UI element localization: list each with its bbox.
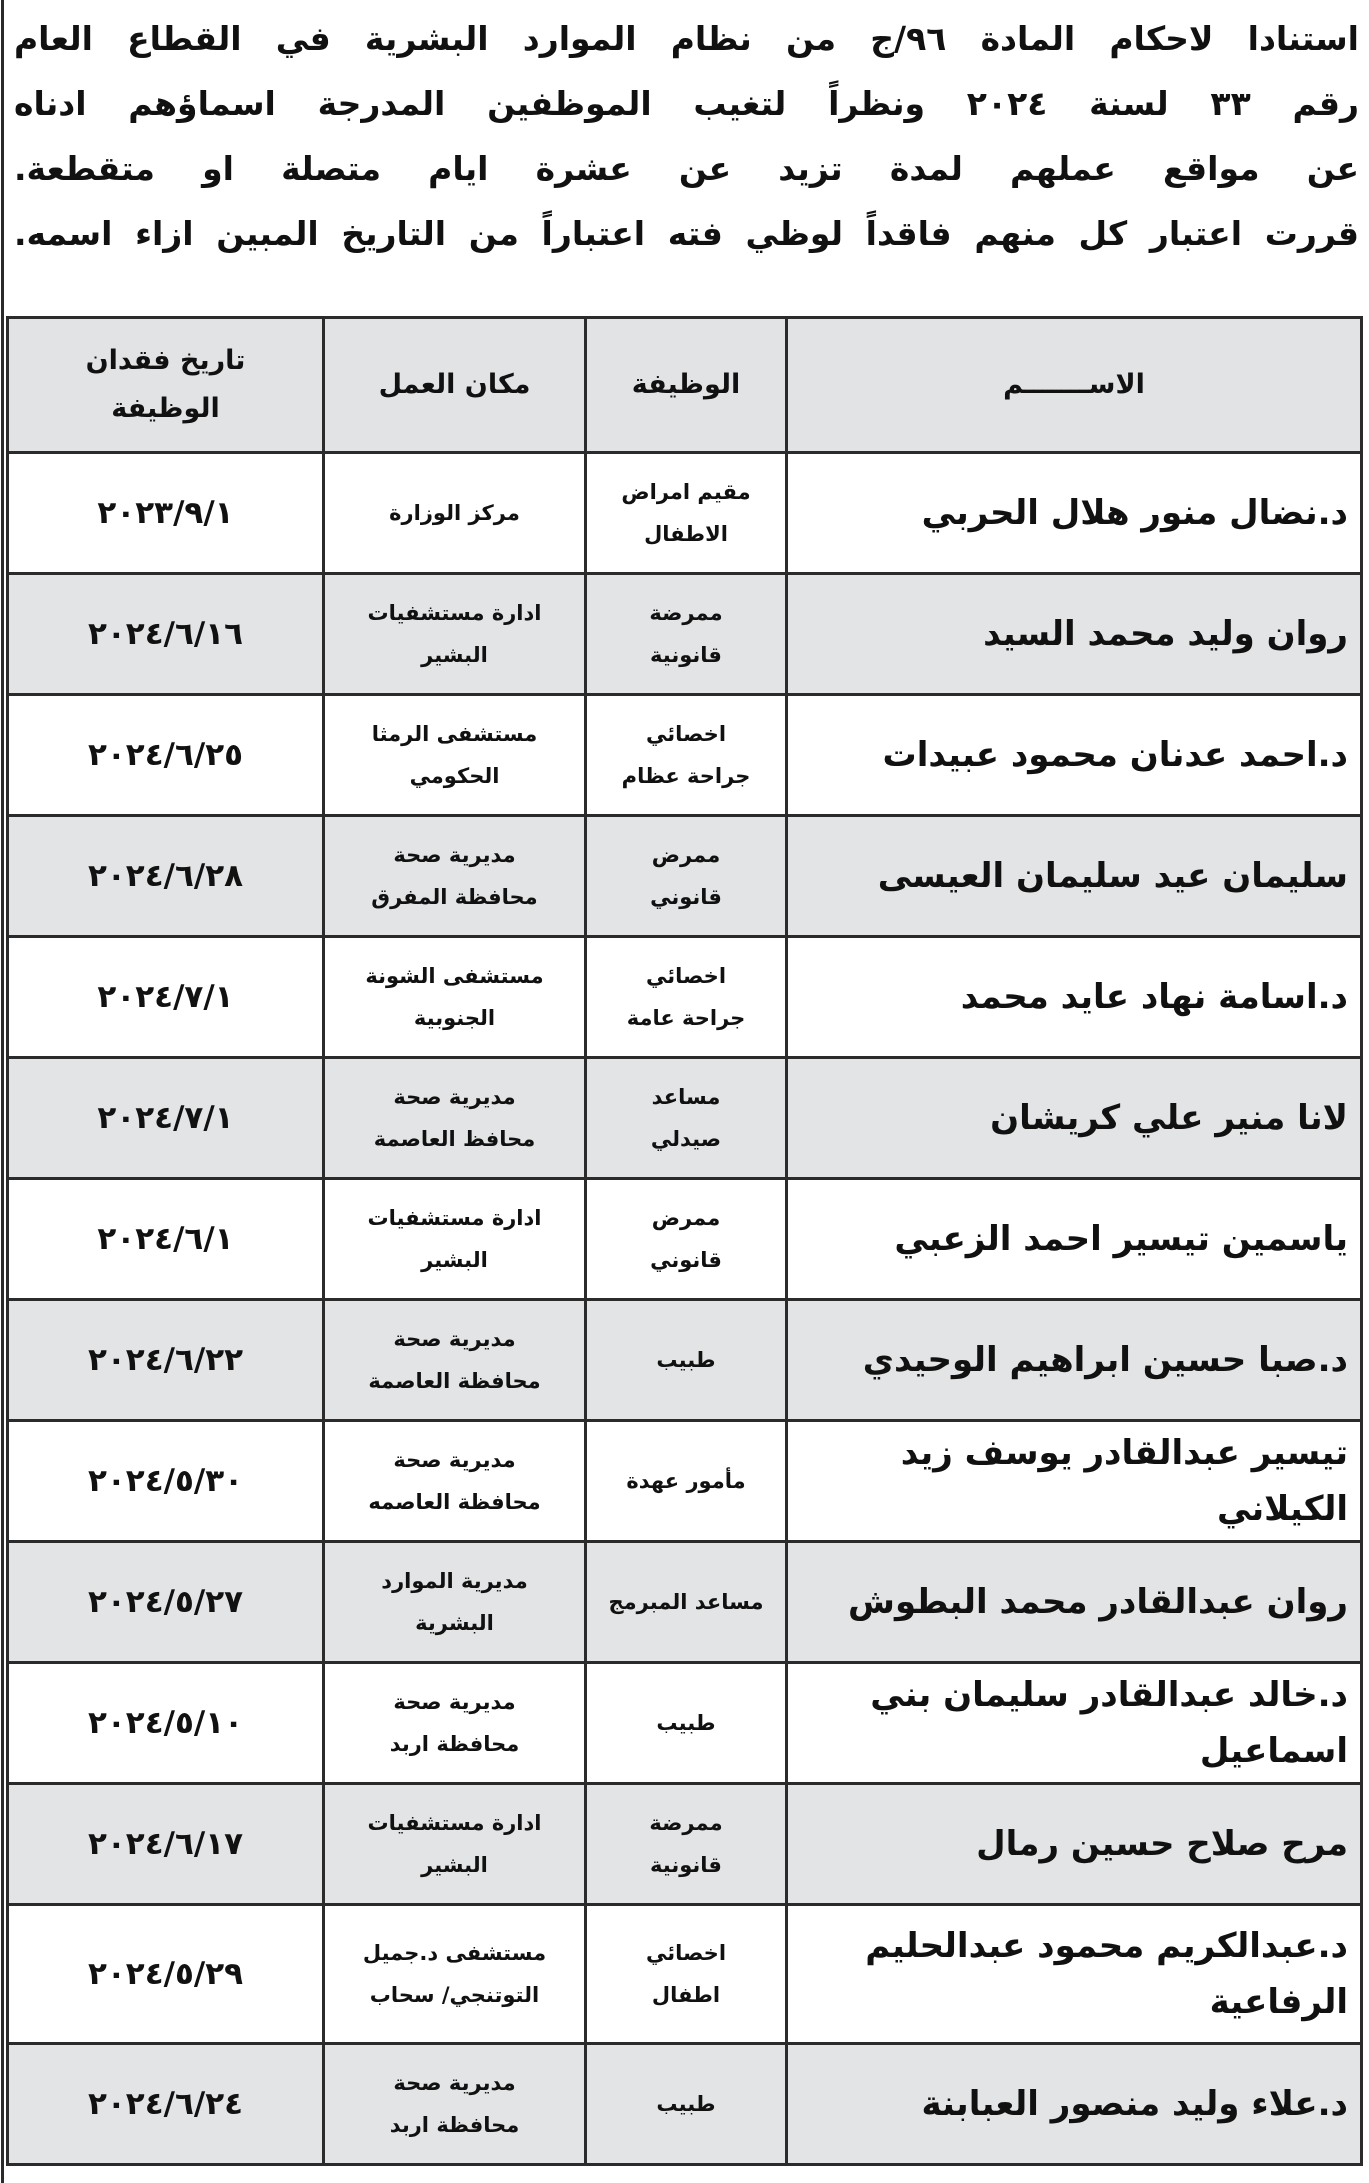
decision-intro-paragraph [14,6,1359,266]
page-left-edge [1,0,4,2183]
job-loss-date: ٢٠٢٤/٦/٢٥ [8,695,324,816]
workplace-line: البشرية [415,1611,494,1635]
table-row [8,937,1362,1058]
workplace-line: مديرية صحة [393,1448,516,1472]
employee-name: د.احمد عدنان محمود عبيدات [787,695,1362,816]
workplace-line: مديرية الموارد [381,1569,528,1593]
workplace-line: مديرية صحة [393,1085,516,1109]
intro-line: استنادا لاحكام المادة ٩٦/ج من نظام الموارد البشرية في القطاع العام [14,19,1359,58]
employee-workplace [324,816,586,937]
job-loss-date: ٢٠٢٤/٧/١ [8,1058,324,1179]
job-title-line: طبيب [656,2092,716,2116]
employee-job-title [586,453,787,574]
employee-job-title [586,1905,787,2044]
workplace-line: البشير [421,1248,488,1272]
job-loss-date: ٢٠٢٤/٥/١٠ [8,1663,324,1784]
employee-workplace [324,453,586,574]
employee-job-title [586,695,787,816]
workplace-line: مديرية صحة [393,843,516,867]
workplace-line: مستشفى الشونة [365,964,544,988]
intro-line: رقم ٣٣ لسنة ٢٠٢٤ ونظراً لتغيب الموظفين المدرجة اسماؤهم ادناه [14,84,1359,123]
table-row [8,1905,1362,2044]
employee-job-title [586,937,787,1058]
workplace-line: محافظة العاصمة [368,1369,541,1393]
employee-job-title [586,1179,787,1300]
workplace-line: مستشفى د.جميل [362,1941,547,1965]
job-title-line: مقيم امراض [621,480,751,504]
job-title-line: ممرض [651,843,721,867]
intro-line: عن مواقع عملهم لمدة تزيد عن عشرة ايام متصلة او متقطعة. [14,149,1359,188]
job-loss-date: ٢٠٢٤/٥/٣٠ [8,1421,324,1542]
workplace-line: مديرية صحة [393,2071,516,2095]
employee-workplace [324,1905,586,2044]
header-loss-date-line1: تاريخ فقدان [85,345,246,376]
employee-job-title [586,1058,787,1179]
job-title-line: مساعد المبرمج [608,1590,764,1614]
workplace-line: البشير [421,643,488,667]
job-title-line: قانونية [650,1853,722,1877]
employee-workplace [324,2044,586,2165]
employee-job-title [586,1784,787,1905]
table-body [8,453,1362,2165]
workplace-line: ادارة مستشفيات [367,1811,542,1835]
table-row [8,1542,1362,1663]
employee-name: د.عبدالكريم محمود عبدالحليم الرفاعية [787,1905,1362,2044]
workplace-line: محافظة اربد [389,2113,520,2137]
job-title-line: جراحة عظام [621,764,751,788]
job-loss-date: ٢٠٢٤/٦/٢٢ [8,1300,324,1421]
workplace-line: البشير [421,1853,488,1877]
employee-workplace [324,574,586,695]
workplace-line: الحكومي [409,764,500,788]
employee-workplace [324,1058,586,1179]
employee-name: سليمان عيد سليمان العيسى [787,816,1362,937]
employee-workplace [324,1784,586,1905]
workplace-line: محافظة العاصمه [368,1490,541,1514]
table-row [8,1663,1362,1784]
employee-workplace [324,695,586,816]
employee-name: د.نضال منور هلال الحربي [787,453,1362,574]
job-title-line: الاطفال [644,522,728,546]
table-row [8,1300,1362,1421]
employee-name: تيسير عبدالقادر يوسف زيد الكيلاني [787,1421,1362,1542]
table-row [8,695,1362,816]
workplace-line: مديرية صحة [393,1690,516,1714]
employee-name: ياسمين تيسير احمد الزعبي [787,1179,1362,1300]
job-title-line: اخصائي [645,1941,727,1965]
employees-table-wrapper [9,316,1363,2166]
employee-workplace [324,937,586,1058]
job-title-line: طبيب [656,1348,716,1372]
workplace-line: محافظة اربد [389,1732,520,1756]
job-title-line: ممرضة [649,601,723,625]
header-workplace: مكان العمل [324,318,586,453]
header-loss-date [8,318,324,453]
table-row [8,1784,1362,1905]
employee-job-title [586,1300,787,1421]
job-loss-date: ٢٠٢٤/٥/٢٧ [8,1542,324,1663]
workplace-line: الجنوبية [413,1006,496,1030]
table-row [8,1421,1362,1542]
employee-job-title [586,1421,787,1542]
workplace-line: ادارة مستشفيات [367,601,542,625]
table-row [8,453,1362,574]
job-title-line: قانونية [650,643,722,667]
employee-job-title [586,1663,787,1784]
employee-job-title [586,816,787,937]
job-title-line: مأمور عهدة [626,1469,746,1493]
workplace-line: محافظ العاصمة [373,1127,536,1151]
employee-workplace [324,1421,586,1542]
intro-line: قررت اعتبار كل منهم فاقداً لوظي فته اعتباراً من التاريخ المبين ازاء اسمه. [14,214,1359,253]
header-loss-date-line2: الوظيفة [111,393,220,424]
table-row [8,574,1362,695]
employee-name: د.صبا حسين ابراهيم الوحيدي [787,1300,1362,1421]
job-loss-date: ٢٠٢٤/٥/٢٩ [8,1905,324,2044]
workplace-line: التوتنجي/ سحاب [369,1983,540,2007]
job-title-line: اخصائي [645,722,727,746]
job-loss-date: ٢٠٢٤/٦/١٧ [8,1784,324,1905]
employee-name: د.اسامة نهاد عايد محمد [787,937,1362,1058]
job-title-line: ممرضة [649,1811,723,1835]
table-row [8,1058,1362,1179]
workplace-line: مديرية صحة [393,1327,516,1351]
job-loss-date: ٢٠٢٤/٦/١ [8,1179,324,1300]
employee-job-title [586,574,787,695]
header-job: الوظيفة [586,318,787,453]
job-title-line: مساعد [651,1085,721,1109]
job-title-line: صيدلي [650,1127,722,1151]
employee-workplace [324,1300,586,1421]
job-title-line: طبيب [656,1711,716,1735]
employee-name: د.علاء وليد منصور العبابنة [787,2044,1362,2165]
dismissed-employees-table [6,316,1363,2166]
workplace-line: مركز الوزارة [389,501,520,525]
table-row [8,1179,1362,1300]
job-title-line: قانوني [650,1248,722,1272]
job-loss-date: ٢٠٢٤/٧/١ [8,937,324,1058]
employee-workplace [324,1179,586,1300]
table-row [8,2044,1362,2165]
workplace-line: محافظة المفرق [371,885,538,909]
job-loss-date: ٢٠٢٤/٦/١٦ [8,574,324,695]
job-title-line: جراحة عامة [626,1006,746,1030]
employee-workplace [324,1542,586,1663]
job-loss-date: ٢٠٢٣/٩/١ [8,453,324,574]
table-row [8,816,1362,937]
header-name: الاســـــــم [787,318,1362,453]
workplace-line: ادارة مستشفيات [367,1206,542,1230]
employee-job-title [586,1542,787,1663]
employee-job-title [586,2044,787,2165]
employee-name: د.خالد عبدالقادر سليمان بني اسماعيل [787,1663,1362,1784]
job-title-line: اخصائي [645,964,727,988]
employee-name: روان وليد محمد السيد [787,574,1362,695]
job-loss-date: ٢٠٢٤/٦/٢٤ [8,2044,324,2165]
job-title-line: اطفال [651,1983,721,2007]
workplace-line: مستشفى الرمثا [371,722,538,746]
job-loss-date: ٢٠٢٤/٦/٢٨ [8,816,324,937]
employee-workplace [324,1663,586,1784]
table-header-row [8,318,1362,453]
job-title-line: قانوني [650,885,722,909]
employee-name: روان عبدالقادر محمد البطوش [787,1542,1362,1663]
job-title-line: ممرض [651,1206,721,1230]
employee-name: لانا منير علي كريشان [787,1058,1362,1179]
employee-name: مرح صلاح حسين رمال [787,1784,1362,1905]
